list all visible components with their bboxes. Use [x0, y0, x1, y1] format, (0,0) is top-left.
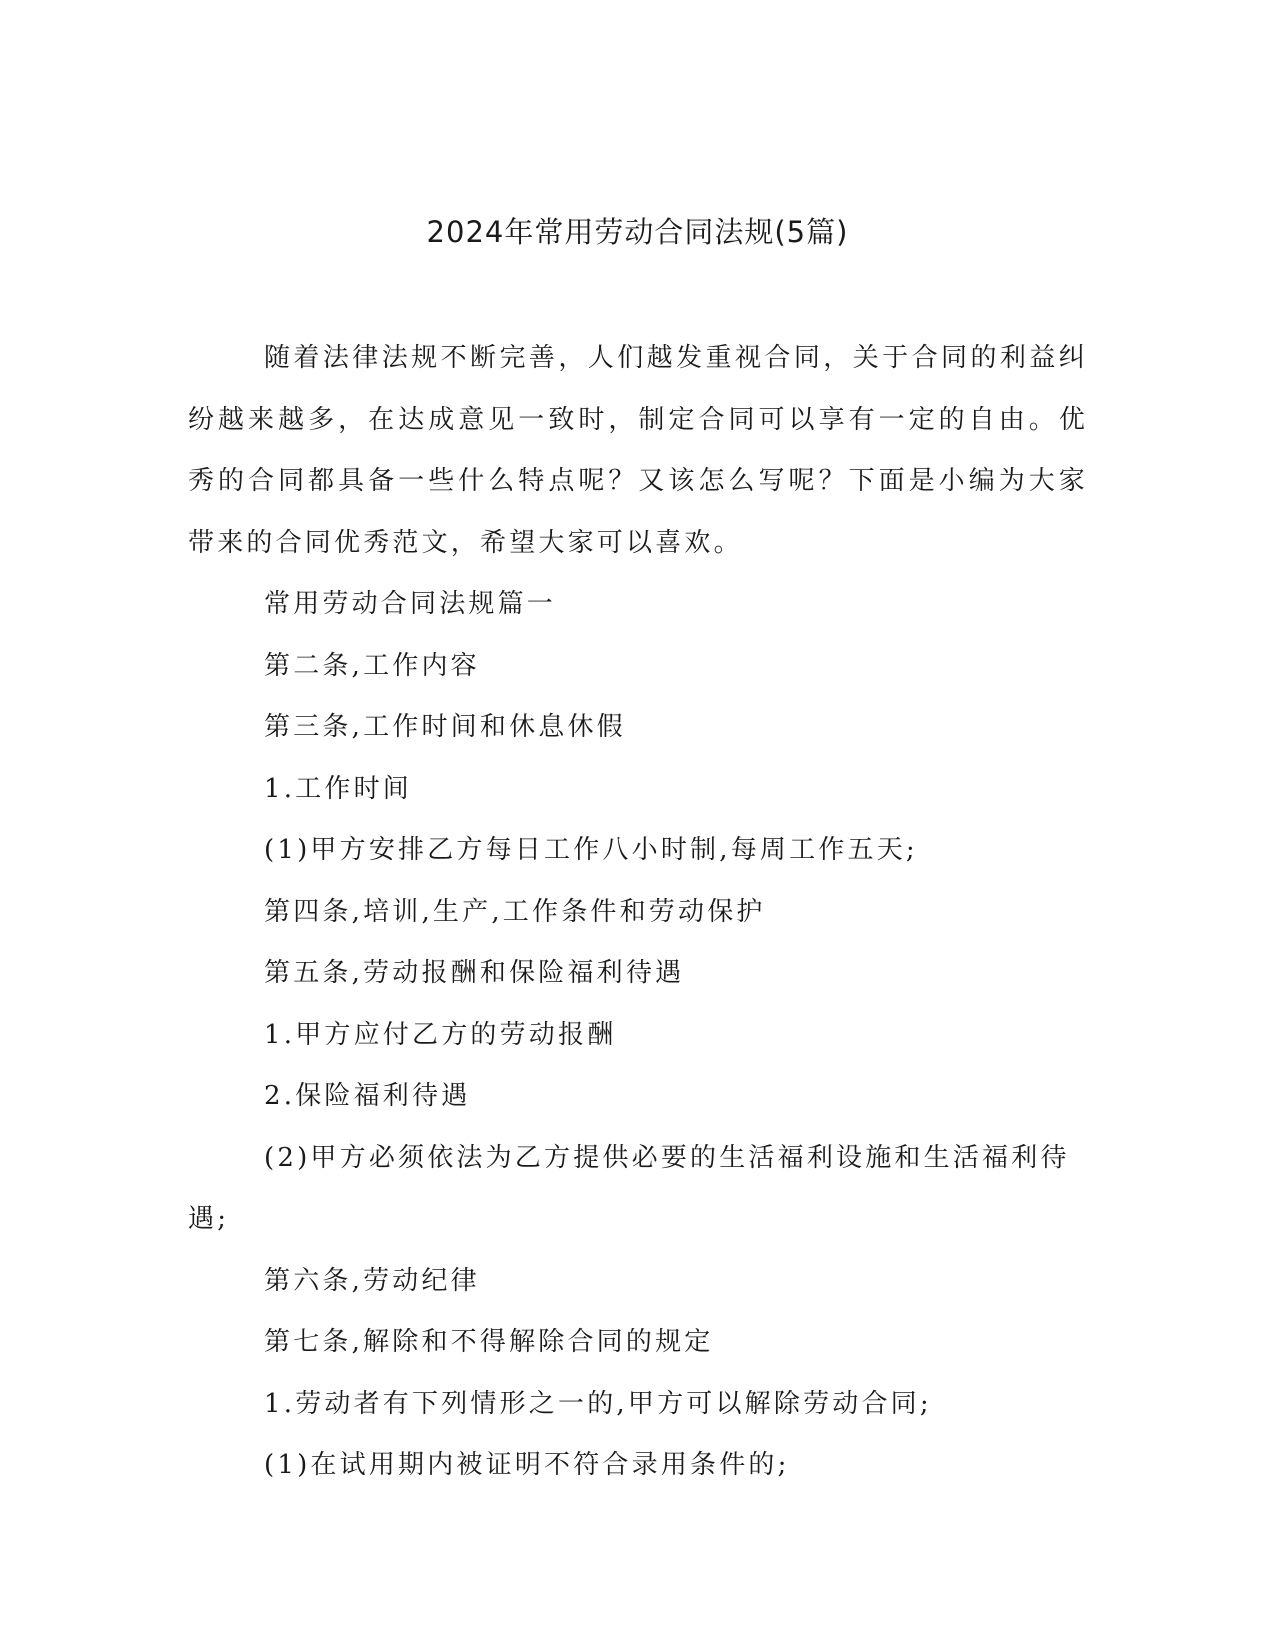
clause-7-item-1: 1.劳动者有下列情形之一的,甲方可以解除劳动合同; [264, 1388, 932, 1419]
clause-5-item-2-2: (2)甲方必须依法为乙方提供必要的生活福利设施和生活福利待遇; [188, 1142, 1070, 1234]
intro-paragraph: 随着法律法规不断完善，人们越发重视合同，关于合同的利益纠纷越来越多，在达成意见一致时，制定合同可以享有一定的自由。优秀的合同都具备一些什么特点呢？又该怎么写呢？下面是小编为大家带来的合同优秀范文，希望大家可以喜欢。 [188, 343, 1088, 558]
clause-7-item-1-1: (1)在试用期内被证明不符合录用条件的; [264, 1450, 790, 1480]
clause-5: 第五条,劳动报酬和保险福利待遇 [264, 958, 685, 988]
clause-3-item-1-1: (1)甲方安排乙方每日工作八小时制,每周工作五天; [264, 835, 918, 865]
clause-5-item-1: 1.甲方应付乙方的劳动报酬 [264, 1019, 617, 1050]
clause-7: 第七条,解除和不得解除合同的规定 [264, 1327, 714, 1357]
clause-4: 第四条,培训,生产,工作条件和劳动保护 [264, 896, 766, 927]
document-title: 2024年常用劳动合同法规(5篇) [426, 215, 849, 249]
clause-3: 第三条,工作时间和休息休假 [264, 712, 626, 742]
document-body [188, 328, 1088, 1497]
clause-2: 第二条,工作内容 [264, 650, 480, 681]
clause-5-item-2: 2.保险福利待遇 [264, 1081, 471, 1111]
clause-6: 第六条,劳动纪律 [264, 1265, 480, 1296]
section-heading-1: 常用劳动合同法规篇一 [264, 589, 557, 619]
clause-3-item-1: 1.工作时间 [264, 773, 413, 804]
